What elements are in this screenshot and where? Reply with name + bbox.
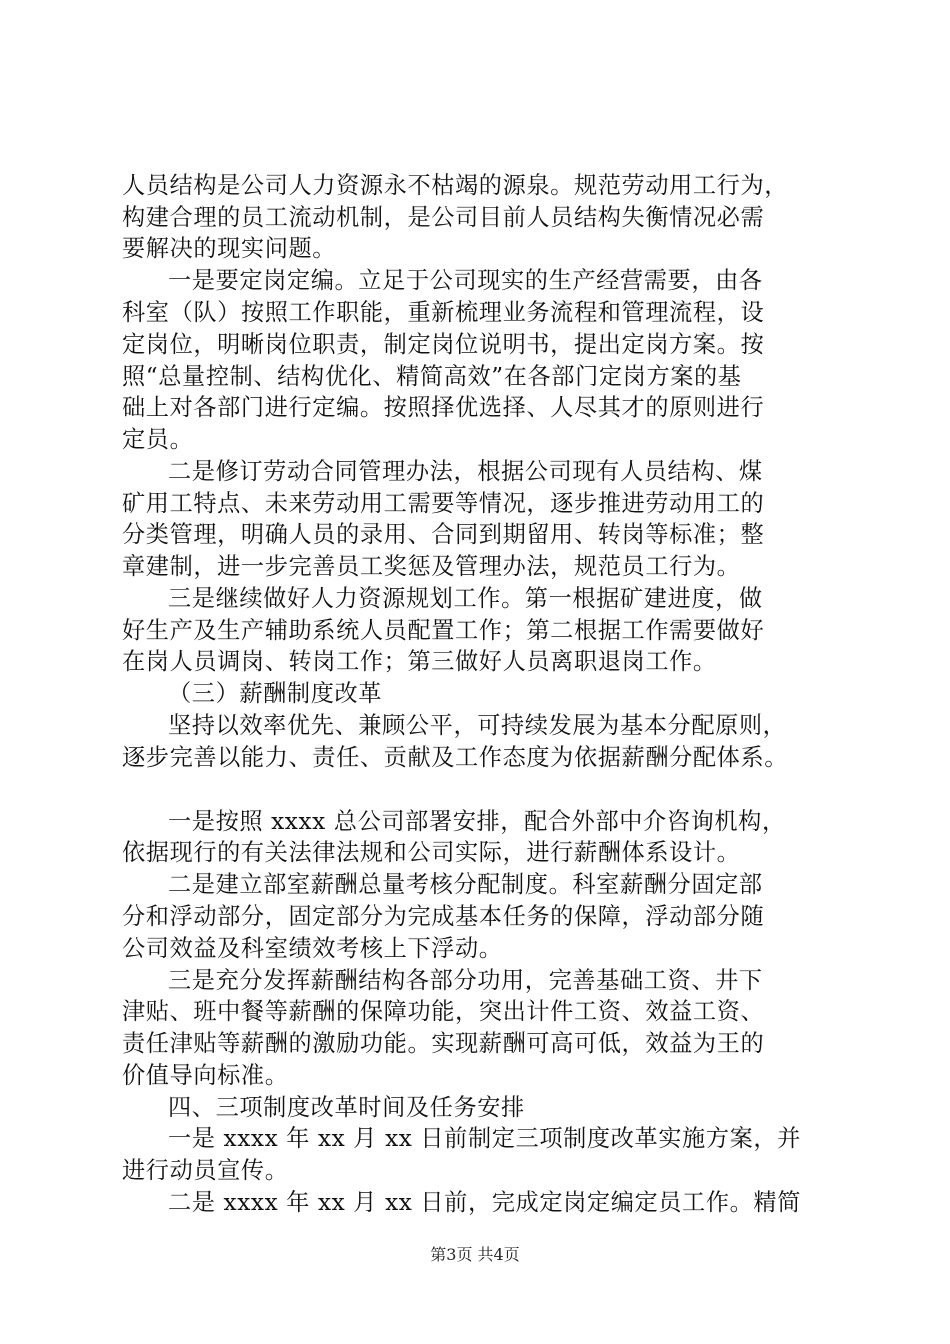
body-text-line: 人员结构是公司人力资源永不枯竭的源泉。规范劳动用工行为， <box>122 172 789 199</box>
body-text-line: 好生产及生产辅助系统人员配置工作；第二根据工作需要做好 <box>122 617 765 644</box>
section-heading: （三）薪酬制度改革 <box>168 680 383 707</box>
body-text-line: 照“总量控制、结构优化、精简高效”在各部门定岗方案的基 <box>122 363 742 390</box>
body-text-line: 一是要定岗定编。立足于公司现实的生产经营需要，由各 <box>168 267 763 294</box>
body-text-line: 础上对各部门进行定编。按照择优选择、人尽其才的原则进行 <box>122 394 765 421</box>
body-text-line: 定员。 <box>122 426 194 453</box>
body-text-line: 二是修订劳动合同管理办法，根据公司现有人员结构、煤 <box>168 458 763 485</box>
body-text-line: 责任津贴等薪酬的激励功能。实现薪酬可高可低，效益为王的 <box>122 1030 765 1057</box>
body-text-line: 要解决的现实问题。 <box>122 235 337 262</box>
body-text-line: 二是建立部室薪酬总量考核分配制度。科室薪酬分固定部 <box>168 871 763 898</box>
body-text-line: 坚持以效率优先、兼顾公平，可持续发展为基本分配原则， <box>168 712 787 739</box>
body-text-line: 分和浮动部分，固定部分为完成基本任务的保障，浮动部分随 <box>122 903 765 930</box>
body-text-line: 公司效益及科室绩效考核上下浮动。 <box>122 935 503 962</box>
section-heading: 四、三项制度改革时间及任务安排 <box>168 1094 525 1121</box>
body-text-line: 矿用工特点、未来劳动用工需要等情况，逐步推进劳动用工的 <box>122 490 765 517</box>
body-text-line: 分类管理，明确人员的录用、合同到期留用、转岗等标准；整 <box>122 521 765 548</box>
body-text-line: 三是充分发挥薪酬结构各部分功用，完善基础工资、井下 <box>168 967 763 994</box>
body-text-line: 一是 xxxx 年 xx 月 xx 日前制定三项制度改革实施方案，并 <box>168 1125 801 1152</box>
body-text-line: 价值导向标准。 <box>122 1062 289 1089</box>
body-text-line: 定岗位，明晰岗位职责，制定岗位说明书，提出定岗方案。按 <box>122 331 765 358</box>
body-text-line: 一是按照 xxxx 总公司部署安排，配合外部中介咨询机构， <box>168 808 786 835</box>
body-text-line: 依据现行的有关法律法规和公司实际，进行薪酬体系设计。 <box>122 839 741 866</box>
body-text-line: 构建合理的员工流动机制，是公司目前人员结构失衡情况必需 <box>122 204 765 231</box>
body-text-line: 三是继续做好人力资源规划工作。第一根据矿建进度，做 <box>168 585 763 612</box>
body-text-line: 二是 xxxx 年 xx 月 xx 日前，完成定岗定编定员工作。精简 <box>168 1189 801 1216</box>
body-text-line: 进行动员宣传。 <box>122 1157 289 1184</box>
body-text-line: 科室（队）按照工作职能，重新梳理业务流程和管理流程，设 <box>122 299 765 326</box>
body-text-line: 逐步完善以能力、责任、贡献及工作态度为依据薪酬分配体系。 <box>122 744 789 771</box>
body-text-line: 章建制，进一步完善员工奖惩及管理办法，规范员工行为。 <box>122 553 741 580</box>
page-number-footer: 第3页 共4页 <box>430 1245 520 1264</box>
body-text-line: 在岗人员调岗、转岗工作；第三做好人员离职退岗工作。 <box>122 648 717 675</box>
body-text-line: 津贴、班中餐等薪酬的保障功能，突出计件工资、效益工资、 <box>122 998 765 1025</box>
